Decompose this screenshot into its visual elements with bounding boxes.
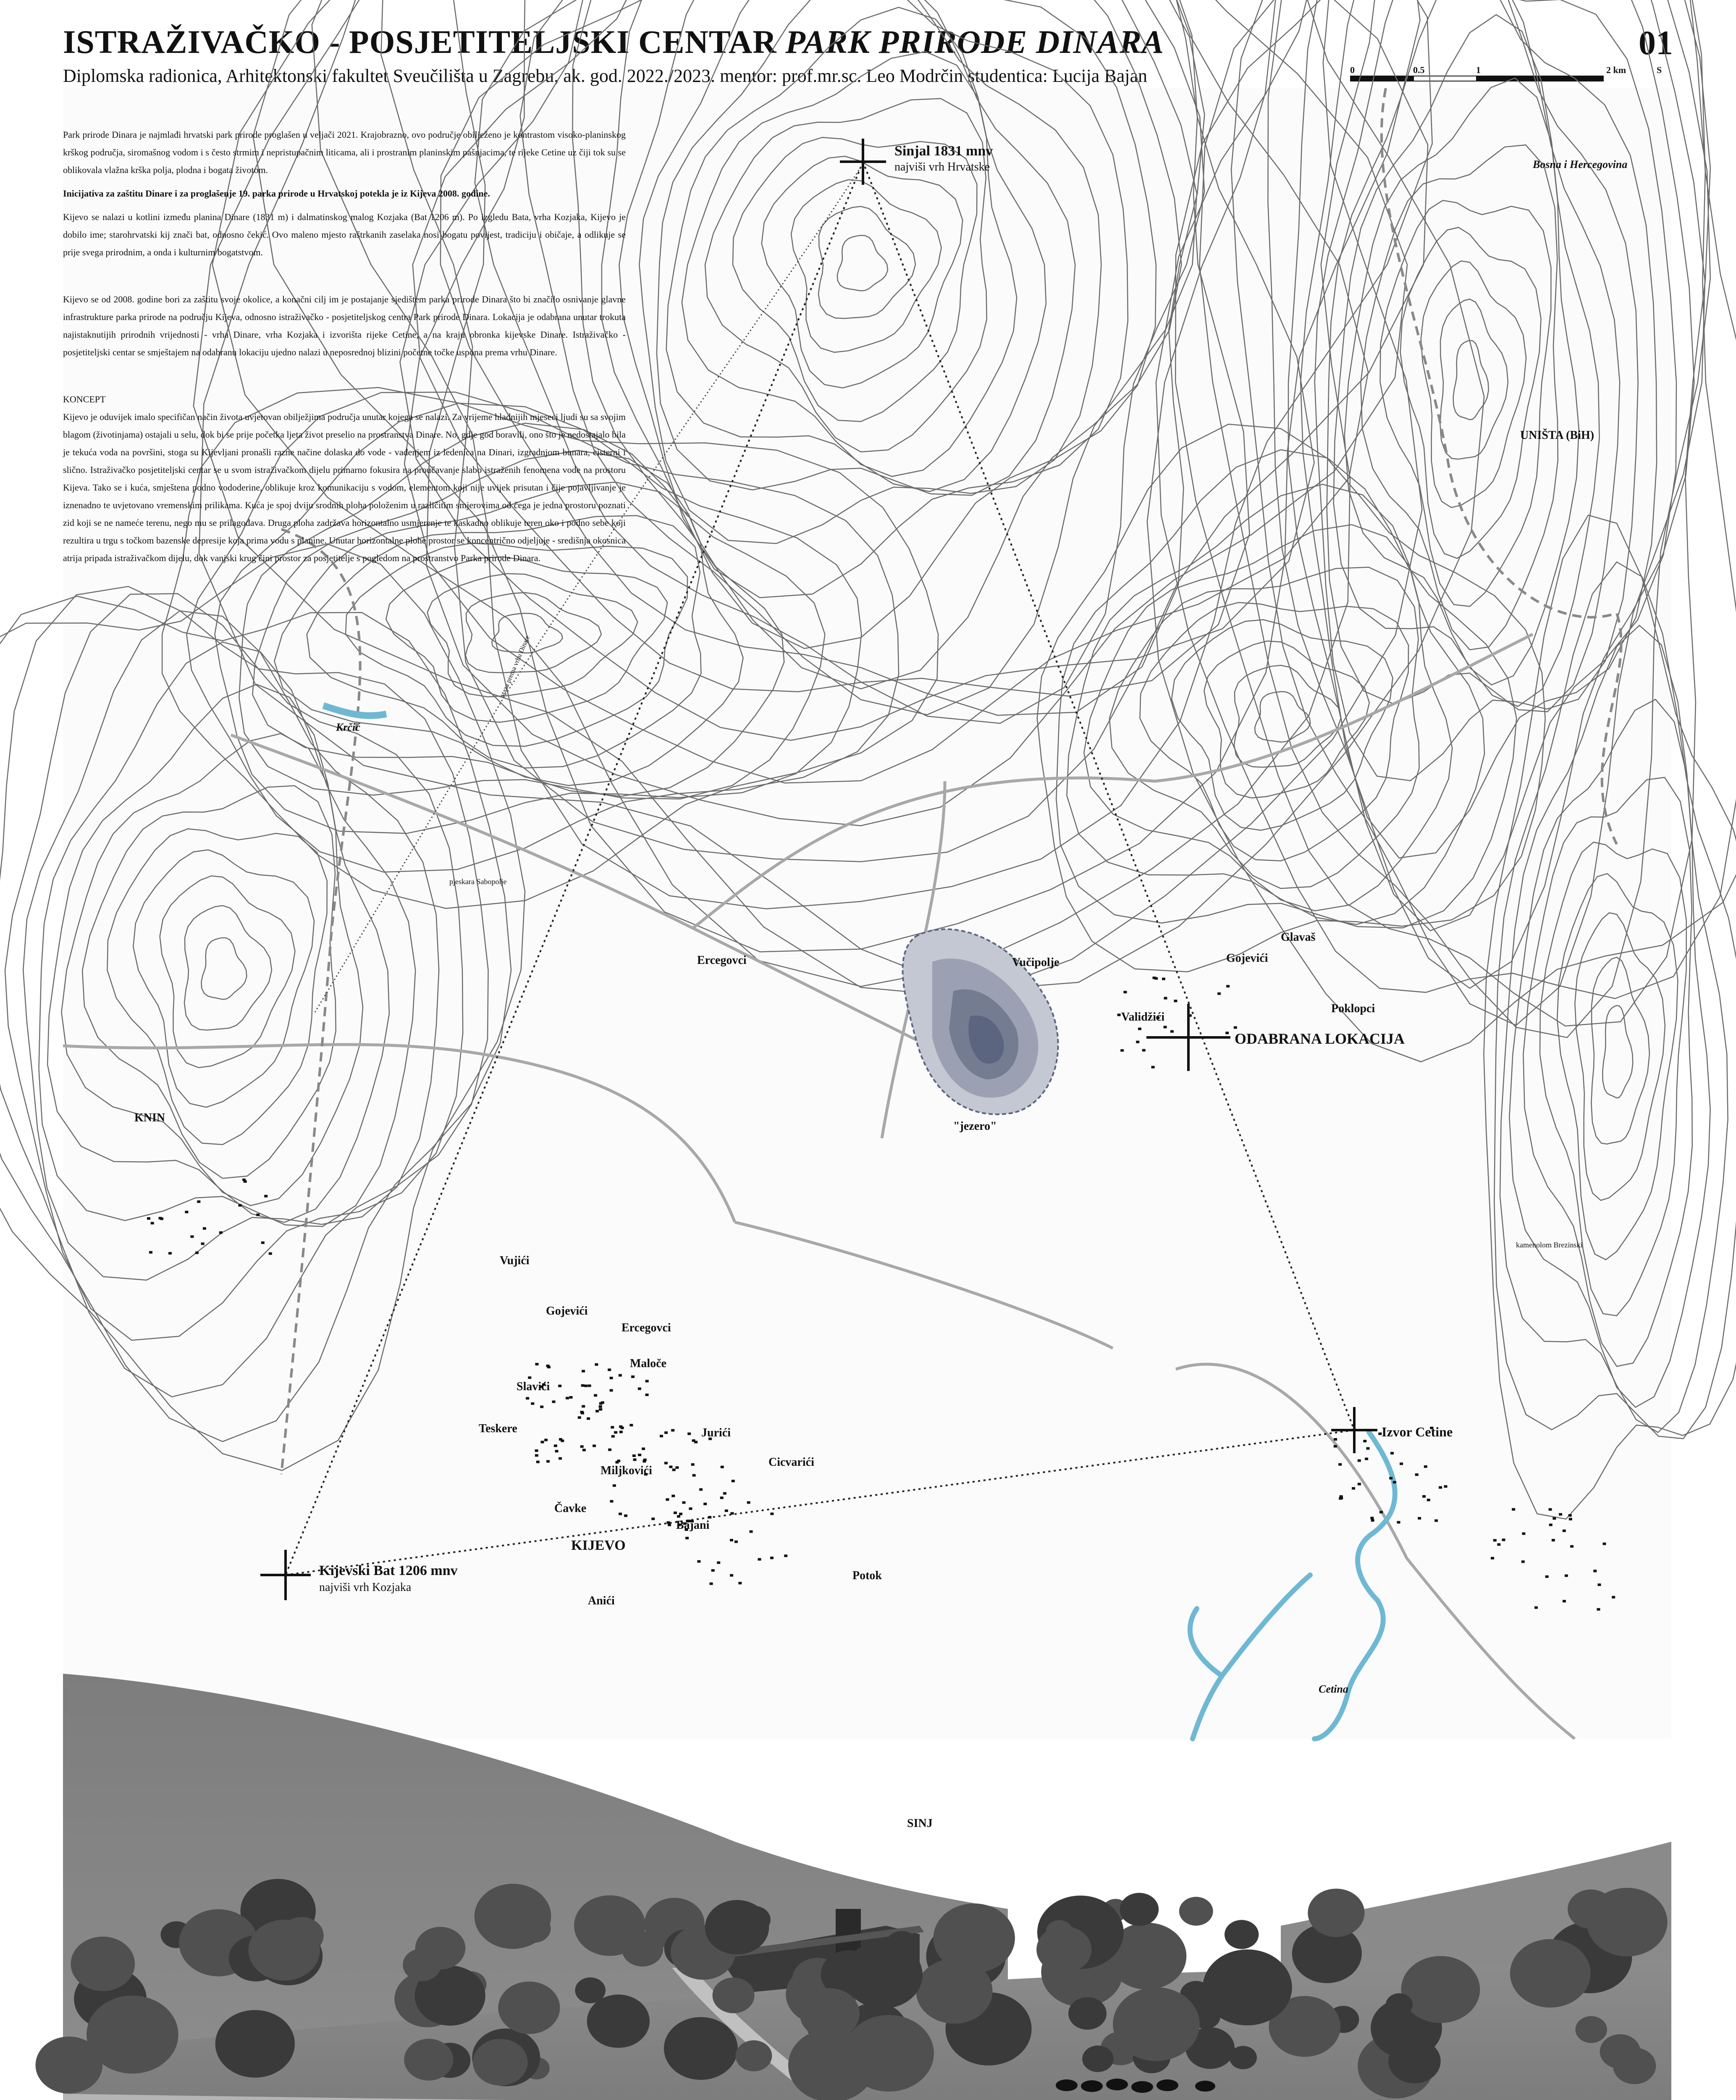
building-dot [239,1204,242,1207]
building-dot [682,1502,686,1504]
building-dot [1502,1538,1505,1541]
building-dot [1549,1508,1552,1511]
building-dot [677,1515,680,1518]
label-kijevo: KIJEVO [571,1538,626,1553]
building-dot [1427,1499,1430,1501]
building-dot [699,1488,703,1491]
intro-paragraph-1: Park prirode Dinara je najmlađi hrvatski park prirode proglašen u veljači 2021. Krajobrazno, ovo područje obilježeno je kontrastom visoko-planinskog krškog područja, siromašnog vodom i s često strmim i nepristupačnim liticama, ali i prostranim planinskim pašnjacima, te rijeke Cetine uz čiji tok su se oblikovala vlažna krška polja, plodna i bogata životom. [63,129,626,175]
label-slavici: Slavići [517,1380,550,1393]
subtitle: Diplomska radionica, Arhitektonski fakultet Sveučilišta u Zagrebu, ak. god. 2022./2023. mentor: prof.mr.sc. Leo Modrčin studentica: Lucija Bajan [63,66,1147,86]
building-dot [593,1444,596,1447]
tree [1203,1950,1292,2026]
building-dot [1434,1520,1438,1522]
building-dot [734,1541,738,1543]
building-dot [611,1426,614,1428]
building-dot [717,1562,720,1564]
building-dot [535,1454,538,1457]
building-dot [675,1466,679,1469]
label-miljkovici: Miljkovići [601,1464,652,1477]
intro-paragraph-2: Inicijativa za zaštitu Dinare i za proglašenje 19. parka prirode u Hrvatskoj potekla je iz Kijeva 2008. godine. [63,188,490,199]
tree [1230,2046,1257,2069]
building-dot [645,1394,649,1396]
label-trail: staza prema vrhu Dinare [499,634,531,698]
building-dot [685,1537,689,1539]
building-dot [750,1530,753,1533]
tree [404,2039,453,2080]
building-dot [731,1512,734,1515]
label-unista: UNIŠTA (BiH) [1520,429,1594,442]
label-cavke: Čavke [554,1502,587,1515]
label-vujici: Vujići [500,1254,530,1267]
label-bajani: Bajani [676,1519,710,1532]
building-dot [149,1251,152,1254]
building-dot [1138,1028,1141,1030]
label-validzici: Validžići [1121,1011,1165,1024]
building-dot [613,1484,616,1487]
building-dot [1338,1463,1342,1466]
building-dot [619,1513,622,1515]
label-kozjak: Kijevski Bat 1206 mnv [319,1563,458,1578]
landscape-render [63,1674,1671,2100]
building-dot [738,1582,742,1584]
tree [736,2040,772,2071]
building-dot [1493,1539,1497,1541]
building-dot [1136,1041,1139,1043]
tree [1179,1897,1213,1926]
building-dot [168,1252,172,1255]
building-dot [594,1394,597,1396]
label-kamenolom: kamenolom Brezinski [1516,1241,1583,1249]
building-dot [535,1449,538,1452]
label-ercegovci: Ercegovci [621,1321,671,1334]
scale-label-1: 1 [1476,65,1481,75]
tree [215,2010,295,2078]
building-dot [703,1503,707,1505]
building-dot [619,1374,622,1377]
label-sinj: SINJ [907,1817,933,1830]
building-dot [671,1495,675,1497]
building-dot [1534,1606,1538,1609]
tree [574,1895,645,1956]
building-dot [608,1368,611,1371]
scale-label-05: 0.5 [1413,65,1425,75]
building-dot [1422,1495,1426,1498]
label-anici: Anići [588,1594,615,1607]
building-dot [691,1463,695,1466]
building-dot [1217,992,1221,995]
tree [1576,2016,1607,2043]
building-dot [1352,1487,1355,1490]
building-dot [692,1474,696,1477]
label-jezero: "jezero" [953,1120,997,1133]
building-dot [595,1410,599,1412]
building-dot [588,1384,591,1387]
tree [1113,1987,1200,2061]
building-dot [1603,1543,1606,1545]
building-dot [1174,1000,1177,1002]
building-dot [528,1376,531,1379]
tree [1225,1920,1259,1949]
building-dot [723,1492,726,1495]
building-dot [638,1388,641,1390]
building-dot [1366,1447,1370,1450]
building-dot [730,1539,733,1541]
label-gojevici: Gojevići [546,1305,588,1318]
building-dot [201,1242,205,1245]
building-dot [147,1217,150,1220]
building-dot [566,1397,569,1399]
building-dot [197,1200,200,1203]
building-dot [664,1431,668,1434]
building-dot [540,1406,543,1408]
tree [739,1906,771,1933]
building-dot [1151,1066,1155,1068]
building-dot [546,1365,550,1367]
building-dot [552,1401,556,1403]
tree [1614,1923,1647,1952]
building-dot [159,1217,162,1219]
label-teskere: Teskere [479,1422,517,1435]
building-dot [555,1450,559,1452]
building-dot [1612,1596,1615,1599]
building-dot [1563,1530,1566,1532]
intro-paragraph-3: Kijevo se nalazi u kotlini između planina Dinare (1831 m) i dalmatinskog malog Kozjaka (Bat 1206 m). Po izgledu Bata, vrha Kozjaka, Kijevo je dobilo ime; starohrvatski kij znači bat, odnosno čekić. Ovo maleno mjesto raštrkanih zaselaka nosi bogatu povijest, tradiciju i običaje, a odlikuje se prije svega prirodnim, a onda i kulturnim bogatstvom. [63,212,626,257]
label-poklopci: Poklopci [1331,1002,1375,1015]
building-dot [632,1454,636,1457]
building-dot [1597,1608,1600,1611]
building-dot [1164,1026,1167,1028]
tree [87,1995,178,2074]
building-dot [1439,1486,1442,1489]
building-dot [1491,1557,1494,1559]
tree [1308,1889,1364,1937]
building-dot [1124,991,1127,993]
building-dot [1234,1026,1237,1029]
building-dot [546,1460,550,1463]
building-dot [669,1466,672,1468]
building-dot [642,1448,645,1450]
building-dot [569,1396,573,1399]
building-dot [720,1496,724,1499]
building-dot [1397,1521,1400,1524]
building-dot [694,1441,698,1444]
label-bosna: Bosna i Hercegovina [1533,158,1628,171]
building-dot [599,1405,602,1408]
building-dot [1340,1495,1343,1498]
building-dot [770,1557,774,1559]
building-dot [1400,1462,1403,1465]
building-dot [151,1222,154,1224]
building-dot [1570,1545,1573,1548]
label-kozjak-sub: najviši vrh Kozjaka [319,1581,412,1594]
label-cicvarici: Cicvarići [768,1456,814,1469]
label-gojevici-n: Gojevići [1226,952,1268,965]
building-dot [1120,1049,1124,1052]
north-arrow: S [1657,65,1662,75]
tree [575,1977,606,2003]
building-dot [582,1370,585,1373]
building-dot [1358,1460,1361,1462]
building-dot [687,1433,691,1435]
building-dot [1363,1440,1366,1442]
building-dot [1389,1477,1392,1480]
building-dot [638,1454,641,1456]
building-dot [599,1408,602,1411]
building-dot [256,1213,260,1216]
building-dot [536,1461,540,1463]
building-dot [582,1405,585,1407]
building-dot [633,1458,637,1461]
label-pjeskara: pjeskara Sabopolje [449,877,507,886]
building-dot [610,1500,614,1503]
building-dot [558,1385,561,1387]
building-dot [666,1498,669,1501]
building-dot [1598,1583,1601,1586]
building-dot [619,1425,622,1428]
building-dot [1154,977,1158,980]
building-dot [601,1401,604,1404]
building-dot [664,1462,668,1465]
building-dot [610,1389,613,1391]
intro-text-block [63,126,626,567]
building-dot [580,1411,584,1413]
building-dot [610,1377,613,1379]
label-glavas: Glavaš [1281,931,1316,944]
building-dot [614,1431,617,1434]
tree [1120,1893,1159,1926]
page-title: ISTRAŽIVAČKO - POSJETITELJSKI CENTAR PARK PRIRODE DINARA [63,24,1164,60]
building-dot [526,1397,529,1399]
tree [475,1884,551,1949]
building-dot [1226,985,1230,987]
building-dot [1162,978,1165,980]
scale-label-0: 0 [1350,65,1355,75]
building-dot [1334,1438,1337,1441]
tree [249,1920,320,1981]
building-dot [1549,1524,1552,1526]
building-dot [195,1252,199,1254]
building-dot [580,1445,584,1448]
building-dot [1522,1533,1525,1535]
building-dot [581,1384,585,1387]
building-dot [1418,1517,1421,1520]
building-dot [1512,1508,1515,1511]
building-dot [1424,1465,1427,1468]
building-dot [264,1195,267,1197]
building-dot [631,1376,635,1378]
tree [498,1982,560,2034]
building-dot [1393,1481,1396,1483]
building-dot [544,1439,548,1441]
scale-label-2km: 2 km [1606,65,1626,75]
building-dot [1444,1485,1448,1488]
tree [934,1903,1015,1973]
building-dot [671,1429,674,1432]
concept-paragraph: Kijevo je oduvijek imalo specifičan način života uvjetovan obilježjima područja unutar kojega se nalazi. Za vrijeme hladnijih mjeseci ljudi su sa svojim blagom (životinjama) ostajali u selu, dok bi se prije početka ljeta život preselio na prostranstva Dinare. No, gdje god boravili, ono što je nedostajalo bila je tekuća voda na površini, stoga su Kijevljani pronašli razne načine dolaska do vode - vađenjem iz ledenica na Dinari, izgradnjom bunara, cisterni i slično. Istraživačko posjetiteljski centar se u svom istraživačkom dijelu primarno fokusira na proučavanje slabo istraženih fenomena vode na prostoru Kijeva. Tako se i kuća, smještena podno vododerine, oblikuje kroz komunikaciju s vodom, elementom koji nije uvijek prisutan i čije pojavljivanje je iznenadno te uvjetovano vremenskim prilikama. Kuća je spoj dviju srodnih ploha položenim u različitim smjerovima od čega je jedna prostoru poznati zid koji se ne nameće terenu, nego mu se prilagođava. Druga ploha zadržava horizontalno usmjerenje te kaskadno oblikuje teren oko i podno sebe koji rezultira u trgu s točkom bazenske depresije koja prima vodu s planine. Unutar horizontalne plohe prostor se koncentrično odjeljuje - središnja okosnica atrija pripada istraživačkom dijelu, dok vanjski krug čini prostor za posjetitelje s pogledom na prostranstvo Parka prirode Dinara. [63,412,626,563]
label-odabrana: ODABRANA LOKACIJA [1235,1030,1405,1047]
building-dot [619,1431,623,1433]
label-ercegovci-n: Ercegovci [697,954,747,967]
building-dot [595,1363,598,1366]
building-dot [1563,1600,1566,1602]
building-dot [1569,1518,1572,1520]
tree [664,2017,738,2080]
tree [1401,1956,1480,2023]
tree [844,2015,934,2092]
building-dot [1164,997,1167,1000]
tree [1388,2039,1441,2084]
tree [1386,1993,1413,2016]
label-cetina: Cetina [1319,1683,1348,1695]
building-dot [1334,1445,1337,1448]
building-dot [1552,1539,1555,1541]
building-dot [784,1554,787,1557]
tree [1046,1920,1073,1943]
building-dot [578,1416,581,1419]
building-dot [642,1460,646,1462]
building-dot [608,1449,611,1451]
building-dot [1390,1452,1394,1454]
tree [713,1977,755,2013]
building-dot [1225,1032,1229,1034]
building-dot [1170,1030,1174,1033]
building-dot [697,1560,700,1563]
concept-heading: KONCEPT [63,394,106,404]
label-izvor: Izvor Cetine [1382,1424,1453,1439]
building-dot [1365,1458,1368,1460]
building-dot [535,1363,539,1365]
building-dot [710,1583,713,1585]
building-dot [711,1569,715,1572]
building-dot [667,1521,670,1524]
tree [403,1948,441,1981]
tree [473,2039,528,2085]
label-maloce: Maloče [630,1357,667,1370]
building-dot [582,1449,586,1451]
tree [587,1995,650,2048]
building-dot [1593,1570,1597,1572]
tree [71,1937,135,1991]
building-dot [708,1516,711,1519]
building-dot [1521,1560,1525,1563]
tree [1068,1997,1107,2029]
building-dot [1415,1473,1419,1476]
building-dot [191,1235,194,1238]
building-dot [660,1435,663,1437]
building-dot [1568,1514,1572,1517]
building-dot [1559,1513,1562,1516]
building-dot [689,1507,692,1510]
building-dot [1545,1575,1549,1578]
sheet-number: 01 [1639,24,1673,62]
building-dot [559,1438,562,1441]
building-dot [1370,1517,1374,1519]
label-vucipolje: Vučipolje [1012,956,1059,969]
building-dot [732,1480,735,1482]
building-dot [672,1469,676,1471]
building-dot [541,1441,544,1443]
label-potok: Potok [852,1569,882,1582]
building-dot [1497,1543,1500,1546]
building-dot [624,1515,627,1517]
label-krcic: Krčić [336,721,360,733]
building-dot [747,1501,750,1504]
building-dot [1379,1511,1383,1513]
building-dot [1565,1575,1568,1577]
building-dot [629,1424,633,1426]
label-jurici: Jurići [701,1426,731,1439]
tree [800,1988,860,2039]
building-dot [261,1242,265,1244]
building-dot [584,1385,587,1387]
label-sinjal-sub: najviši vrh Hrvatske [894,160,990,173]
building-dot [730,1574,733,1577]
building-dot [1117,1013,1121,1016]
building-dot [587,1418,590,1420]
building-dot [1358,1483,1361,1486]
building-dot [674,1512,677,1514]
building-dot [1142,1049,1146,1052]
building-dot [554,1444,557,1447]
building-dot [244,1180,247,1183]
building-dot [725,1509,728,1512]
building-dot [531,1402,534,1405]
tree [1082,2045,1113,2072]
building-dot [219,1231,223,1234]
building-dot [721,1466,724,1468]
building-dot [1552,1517,1556,1520]
building-dot [679,1513,682,1515]
building-dot [1371,1519,1374,1522]
building-dot [645,1380,649,1382]
label-knin: KNIN [134,1111,165,1124]
building-dot [611,1435,615,1438]
building-dot [668,1524,671,1526]
tree [1510,1939,1591,2008]
building-dot [616,1461,619,1464]
label-sinjal: Sinjal 1831 mnv [894,143,993,159]
building-dot [758,1558,761,1561]
tree [886,1931,918,1958]
tree [1613,2048,1656,2084]
building-dot [651,1517,655,1520]
intro-paragraph-4: Kijevo se od 2008. godine bori za zaštitu svoje okolice, a konačni cilj im je postajanje sjedištem parka prirode Dinara što bi značilo osnivanje glavne infrastrukture parka prirode na području Kijeva, odnosno istraživačko - posjetiteljskog centra Park prirode Dinara. Lokacija je odabrana unutar trokuta najistaknutijih prirodnih vrijednosti - vrha Dinare, vrha Kozjaka i izvorišta rijeke Cetine, a na kraju obronka kijevske Dinare. Istraživačko - posjetiteljski centar se smještajem na odabranu lokaciju ujedno nalazi u neposrednoj blizini početne točke uspona prema vrhu Dinare. [63,294,626,357]
building-dot [269,1252,272,1255]
building-dot [185,1211,188,1213]
building-dot [559,1457,562,1460]
building-dot [770,1512,774,1515]
building-dot [203,1227,206,1230]
